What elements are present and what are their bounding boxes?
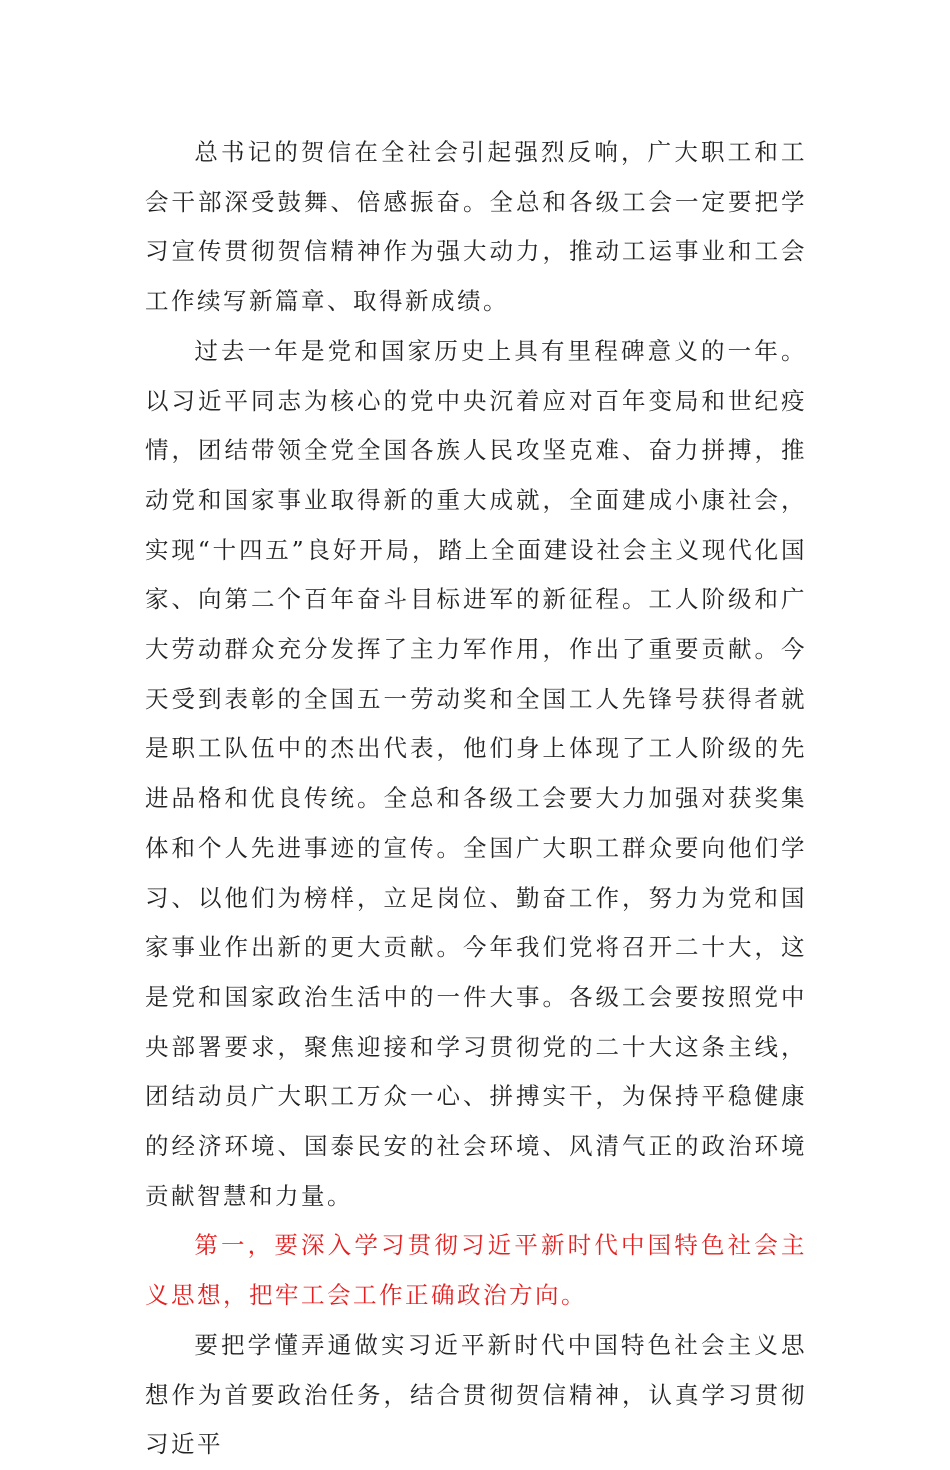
paragraph-past-year: 过去一年是党和国家历史上具有里程碑意义的一年。以习近平同志为核心的党中央沉着应对百年变局和世纪疫情，团结带领全党全国各族人民攻坚克难、奋力拼搏，推动党和国家事业取得新的重大成就，全面建成小康社会，实现“十四五”良好开局，踏上全面建设社会主义现代化国家、向第二个百年奋斗目标进军的新征程。工人阶级和广大劳动群众充分发挥了主力军作用，作出了重要贡献。今天受到表彰的全国五一劳动奖和全国工人先锋号获得者就是职工队伍中的杰出代表，他们身上体现了工人阶级的先进品格和优良传统。全总和各级工会要大力加强对获奖集体和个人先进事迹的宣传。全国广大职工群众要向他们学习、以他们为榜样，立足岗位、勤奋工作，努力为党和国家事业作出新的更大贡献。今年我们党将召开二十大，这是党和国家政治生活中的一件大事。各级工会要按照党中央部署要求，聚焦迎接和学习贯彻党的二十大这条主线，团结动员广大职工万众一心、拼搏实干，为保持平稳健康的经济环境、国泰民安的社会环境、风清气正的政治环境贡献智慧和力量。	[145, 336, 807, 1210]
paragraph-study-thought: 要把学懂弄通做实习近平新时代中国特色社会主义思想作为首要政治任务，结合贯彻贺信精神，认真学习贯彻习近平	[145, 1330, 807, 1459]
paragraph-congratulatory-letter: 总书记的贺信在全社会引起强烈反响，广大职工和工会干部深受鼓舞、倍感振奋。全总和各级工会一定要把学习宣传贯彻贺信精神作为强大动力，推动工运事业和工会工作续写新篇章、取得新成绩。	[145, 138, 807, 316]
section-heading-first: 第一，要深入学习贯彻习近平新时代中国特色社会主义思想，把牢工会工作正确政治方向。	[145, 1231, 807, 1310]
document-body	[145, 128, 807, 1470]
